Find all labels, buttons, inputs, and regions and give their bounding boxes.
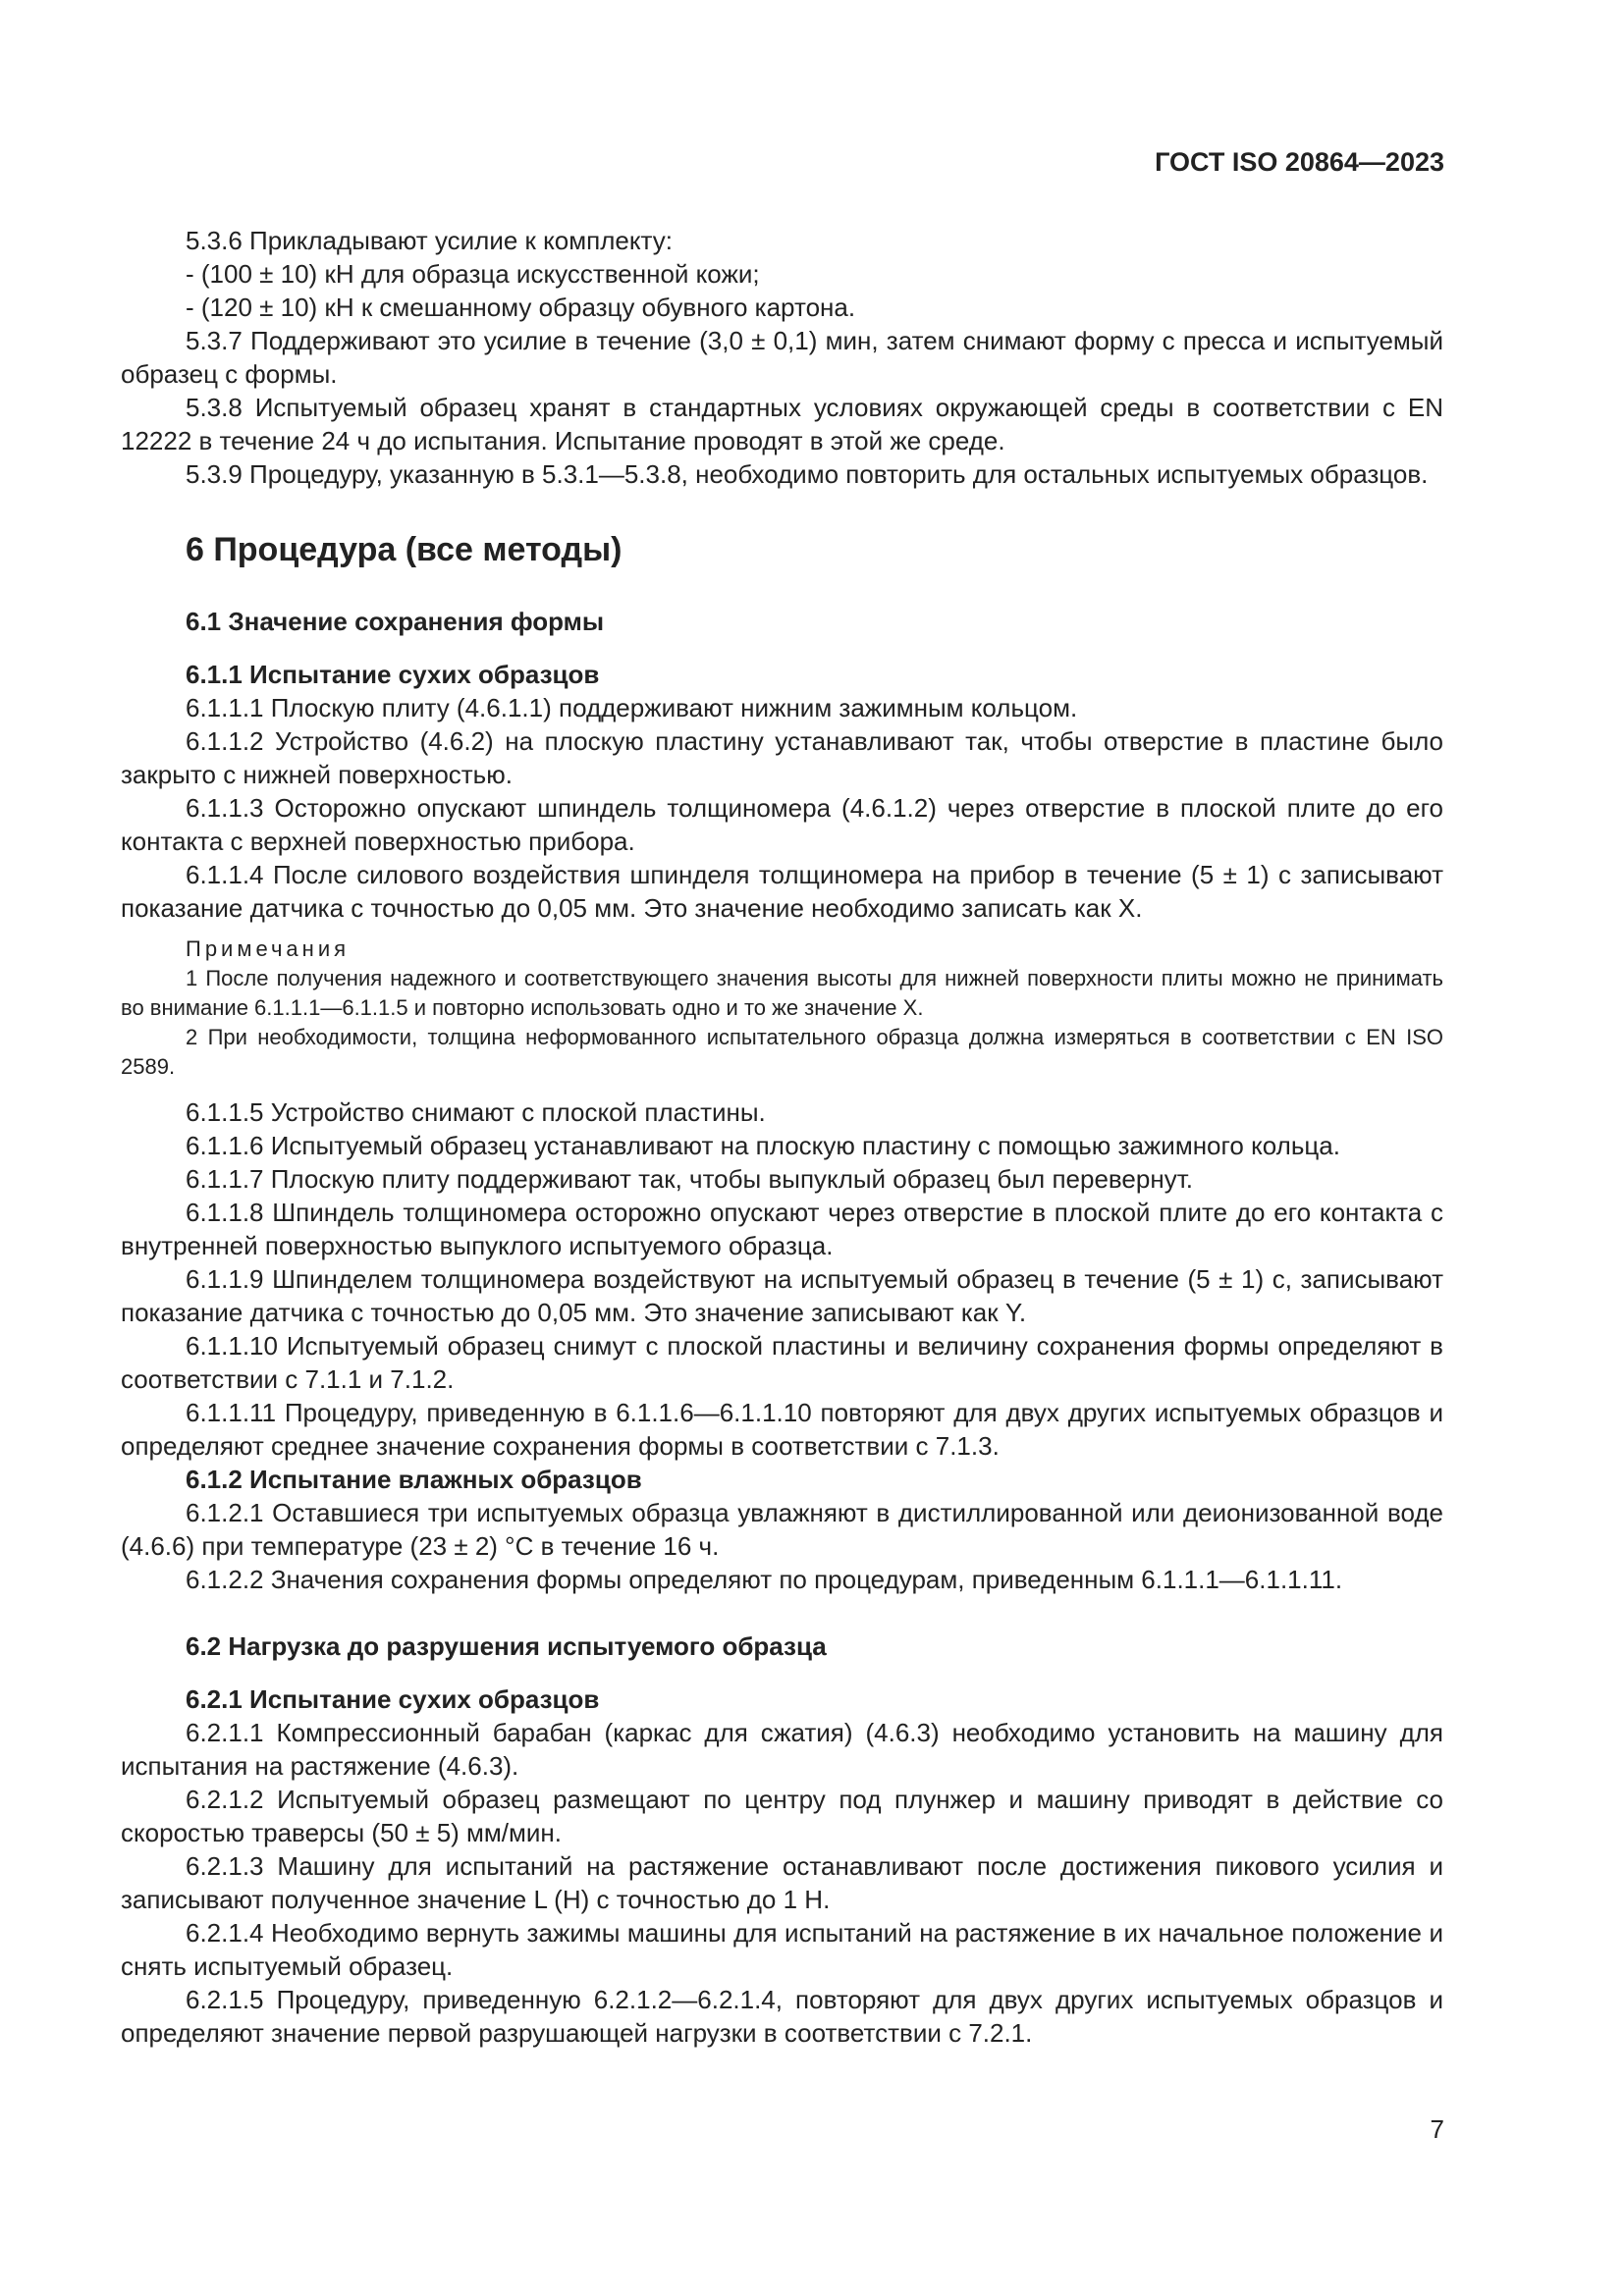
paragraph-6-2-1-2: 6.2.1.2 Испытуемый образец размещают по центру под плунжер и машину приводят в действие со скоростью траверсы (50 ± 5) мм/мин. bbox=[121, 1785, 1443, 1847]
paragraph-6-1-1-5: 6.1.1.5 Устройство снимают с плоской пластины. bbox=[186, 1097, 766, 1127]
note-item: 2 При необходимости, толщина неформованного испытательного образца должна измеряться в соответствии с EN ISO 2589. bbox=[121, 1025, 1443, 1079]
paragraph-6-1-1-9: 6.1.1.9 Шпинделем толщиномера воздействуют на испытуемый образец в течение (5 ± 1) с, записывают показание датчика с точностью до 0,05 мм. Это значение записывают как Y. bbox=[121, 1264, 1443, 1327]
paragraph-6-1-1-1: 6.1.1.1 Плоскую плиту (4.6.1.1) поддерживают нижним зажимным кольцом. bbox=[186, 693, 1078, 722]
subsubsection-heading-6-1-2: 6.1.2 Испытание влажных образцов bbox=[186, 1465, 642, 1494]
list-item: - (100 ± 10) кН для образца искусственной кожи; bbox=[186, 259, 760, 289]
paragraph-6-1-1-7: 6.1.1.7 Плоскую плиту поддерживают так, чтобы выпуклый образец был перевернут. bbox=[186, 1164, 1193, 1194]
paragraph-6-2-1-4: 6.2.1.4 Необходимо вернуть зажимы машины для испытаний на растяжение в их начальное положение и снять испытуемый образец. bbox=[121, 1918, 1443, 1981]
paragraph-5-3-6: 5.3.6 Прикладывают усилие к комплекту: bbox=[186, 226, 673, 255]
document-header: ГОСТ ISO 20864—2023 bbox=[1155, 147, 1444, 177]
subsubsection-heading-6-2-1: 6.2.1 Испытание сухих образцов bbox=[186, 1684, 600, 1714]
paragraph-6-1-1-8: 6.1.1.8 Шпиндель толщиномера осторожно опускают через отверстие в плоской плите до его контакта с внутренней поверхностью выпуклого испытуемого образца. bbox=[121, 1198, 1443, 1260]
subsection-heading-6-1: 6.1 Значение сохранения формы bbox=[186, 607, 605, 636]
paragraph-6-1-2-1: 6.1.2.1 Оставшиеся три испытуемых образца увлажняют в дистиллированной или деионизованной воде (4.6.6) при температуре (23 ± 2) °С в течение 16 ч. bbox=[121, 1498, 1443, 1561]
paragraph-6-1-2-2: 6.1.2.2 Значения сохранения формы определяют по процедурам, приведенным 6.1.1.1—6.1.1.11. bbox=[186, 1565, 1343, 1594]
paragraph-6-1-1-2: 6.1.1.2 Устройство (4.6.2) на плоскую пластину устанавливают так, чтобы отверстие в пластине было закрыто с нижней поверхностью. bbox=[121, 726, 1443, 789]
paragraph-6-2-1-5: 6.2.1.5 Процедуру, приведенную 6.2.1.2—6.2.1.4, повторяют для двух других испытуемых образцов и определяют значение первой разрушающей нагрузки в соответствии с 7.2.1. bbox=[121, 1985, 1443, 2048]
paragraph-6-1-1-6: 6.1.1.6 Испытуемый образец устанавливают на плоскую пластину с помощью зажимного кольца. bbox=[186, 1131, 1340, 1160]
paragraph-6-2-1-3: 6.2.1.3 Машину для испытаний на растяжение останавливают после достижения пикового усилия и записывают полученное значение L (Н) с точностью до 1 Н. bbox=[121, 1851, 1443, 1914]
page-number: 7 bbox=[1430, 2114, 1444, 2144]
note-item: 1 После получения надежного и соответствующего значения высоты для нижней поверхности плиты можно не принимать во внимание 6.1.1.1—6.1.1.5 и повторно использовать одно и то же значение X. bbox=[121, 966, 1443, 1020]
paragraph-6-2-1-1: 6.2.1.1 Компрессионный барабан (каркас для сжатия) (4.6.3) необходимо установить на машину для испытания на растяжение (4.6.3). bbox=[121, 1718, 1443, 1781]
paragraph-5-3-7: 5.3.7 Поддерживают это усилие в течение (3,0 ± 0,1) мин, затем снимают форму с пресса и испытуемый образец с формы. bbox=[121, 326, 1443, 389]
section-heading-6: 6 Процедура (все методы) bbox=[186, 531, 623, 568]
paragraph-6-1-1-10: 6.1.1.10 Испытуемый образец снимут с плоской пластины и величину сохранения формы определяют в соответствии с 7.1.1 и 7.1.2. bbox=[121, 1331, 1443, 1394]
paragraph-5-3-9: 5.3.9 Процедуру, указанную в 5.3.1—5.3.8, необходимо повторить для остальных испытуемых образцов. bbox=[186, 459, 1429, 489]
list-item: - (120 ± 10) кН к смешанному образцу обувного картона. bbox=[186, 293, 856, 322]
subsubsection-heading-6-1-1: 6.1.1 Испытание сухих образцов bbox=[186, 660, 600, 689]
paragraph-6-1-1-4: 6.1.1.4 После силового воздействия шпинделя толщиномера на прибор в течение (5 ± 1) с записывают показание датчика с точностью до 0,05 мм. Это значение необходимо записать как X. bbox=[121, 860, 1443, 923]
document-body bbox=[121, 224, 1443, 2050]
subsection-heading-6-2: 6.2 Нагрузка до разрушения испытуемого образца bbox=[186, 1631, 827, 1661]
notes-title: Примечания bbox=[186, 936, 351, 961]
paragraph-5-3-8: 5.3.8 Испытуемый образец хранят в стандартных условиях окружающей среды в соответствии с EN 12222 в течение 24 ч до испытания. Испытание проводят в этой же среде. bbox=[121, 393, 1443, 455]
paragraph-6-1-1-3: 6.1.1.3 Осторожно опускают шпиндель толщиномера (4.6.1.2) через отверстие в плоской плите до его контакта с верхней поверхностью прибора. bbox=[121, 793, 1443, 856]
paragraph-6-1-1-11: 6.1.1.11 Процедуру, приведенную в 6.1.1.6—6.1.1.10 повторяют для двух других испытуемых образцов и определяют среднее значение сохранения формы в соответствии с 7.1.3. bbox=[121, 1398, 1443, 1461]
